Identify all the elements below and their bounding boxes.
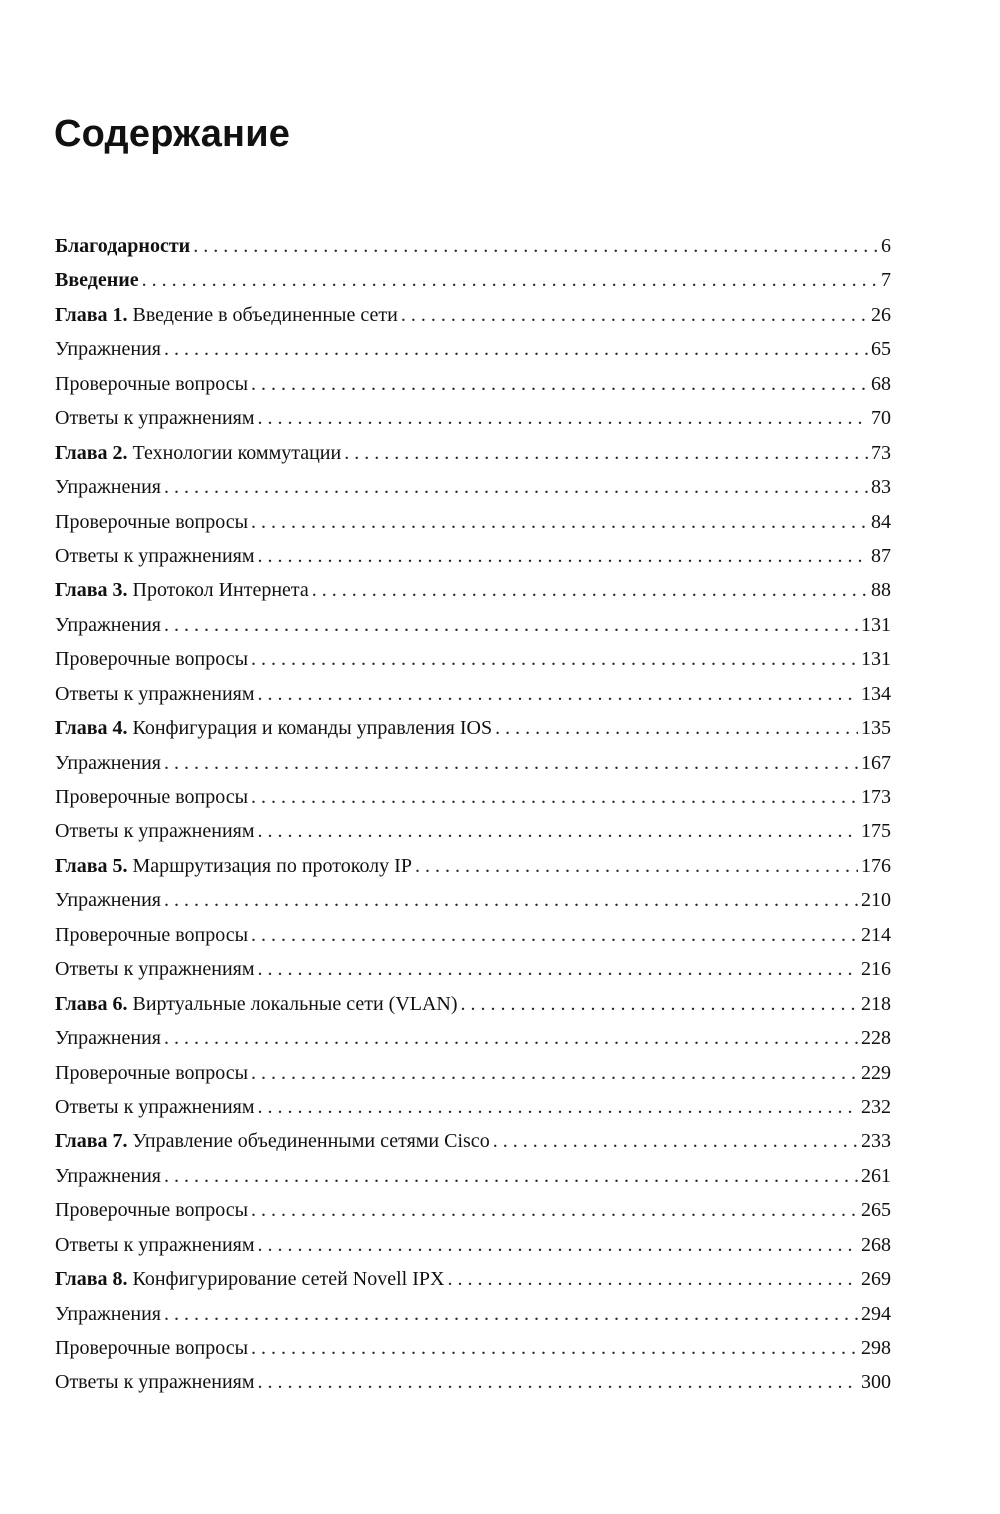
toc-entry-text: Протокол Интернета	[127, 579, 309, 602]
toc-entry-title	[55, 298, 398, 332]
toc-entry-text: Введение в объединенные сети	[127, 303, 398, 326]
toc-page-number: 228	[861, 1027, 891, 1050]
toc-entry-title	[55, 677, 255, 711]
dot-leader	[142, 263, 878, 297]
toc-entry[interactable]	[55, 470, 891, 504]
toc-entry-text: Ответы к упражнениям	[55, 1233, 255, 1256]
toc-entry-title	[55, 642, 248, 676]
dot-leader	[495, 711, 858, 745]
toc-page-number: 218	[861, 992, 891, 1015]
toc-entry-title	[55, 367, 248, 401]
toc-page-number: 300	[861, 1371, 891, 1394]
toc-page-number: 134	[861, 682, 891, 705]
toc-entry-title	[55, 263, 139, 297]
toc-entry-title	[55, 1228, 255, 1262]
dot-leader	[251, 367, 868, 401]
toc-entry-title	[55, 539, 255, 573]
toc-entry[interactable]	[55, 780, 891, 814]
dot-leader	[251, 1056, 858, 1090]
toc-entry-title	[55, 470, 161, 504]
toc-entry-title	[55, 1056, 248, 1090]
toc-entry-label: Глава 7.	[55, 1130, 128, 1153]
toc-entry-text: Ответы к упражнениям	[55, 1095, 255, 1118]
toc-entry-text: Проверочные вопросы	[55, 1199, 249, 1222]
dot-leader	[251, 1193, 858, 1227]
toc-page-number: 175	[861, 820, 891, 843]
dot-leader	[461, 987, 858, 1021]
toc-entry-title	[55, 746, 161, 780]
toc-entry[interactable]	[55, 229, 891, 263]
dot-leader	[164, 1021, 858, 1055]
dot-leader	[164, 1159, 858, 1193]
toc-entry-title	[55, 1297, 161, 1331]
toc-entry-label: Введение	[55, 269, 139, 292]
toc-entry[interactable]	[55, 746, 891, 780]
toc-entry-title	[55, 229, 190, 263]
dot-leader	[251, 1331, 858, 1365]
toc-entry-text: Технологии коммутации	[127, 441, 342, 464]
toc-entry-text: Ответы к упражнениям	[55, 407, 255, 430]
toc-entry-text: Проверочные вопросы	[55, 923, 249, 946]
toc-entry-text: Упражнения	[55, 613, 161, 636]
toc-page-number: 294	[861, 1302, 891, 1325]
dot-leader	[164, 1297, 858, 1331]
toc-page-number: 176	[861, 854, 891, 877]
toc-entry-title	[55, 849, 412, 883]
toc-entry-text: Упражнения	[55, 338, 161, 361]
toc-entry[interactable]	[55, 263, 891, 297]
toc-page-number: 87	[871, 544, 891, 567]
toc-entry-label: Глава 5.	[55, 854, 128, 877]
toc-page-number: 173	[861, 786, 891, 808]
toc-page-number: 68	[871, 372, 891, 395]
toc-entry-title	[55, 1262, 444, 1296]
toc-entry-text: Ответы к упражнениям	[55, 544, 255, 567]
toc-entry-title	[55, 1331, 248, 1365]
dot-leader	[164, 883, 858, 917]
toc-entry[interactable]	[55, 1124, 891, 1158]
toc-entry[interactable]	[55, 849, 891, 883]
toc-page-number: 216	[861, 958, 891, 981]
toc-page-number: 6	[881, 235, 891, 257]
toc-entry-title	[55, 883, 161, 917]
table-of-contents	[55, 229, 891, 1400]
dot-leader	[258, 952, 858, 986]
toc-entry-title	[55, 952, 255, 986]
toc-page-number: 167	[861, 751, 891, 774]
toc-entry[interactable]	[55, 505, 891, 539]
toc-entry[interactable]	[55, 1331, 891, 1365]
toc-entry-title	[55, 608, 161, 642]
toc-entry[interactable]	[55, 918, 891, 952]
dot-leader	[251, 505, 868, 539]
dot-leader	[164, 608, 858, 642]
toc-entry-text: Упражнения	[55, 751, 161, 774]
toc-entry-text: Ответы к упражнениям	[55, 1371, 255, 1394]
toc-entry[interactable]	[55, 952, 891, 986]
toc-entry-text: Управление объединенными сетями Cisco	[127, 1130, 490, 1153]
toc-entry-title	[55, 711, 492, 745]
dot-leader	[258, 401, 868, 435]
toc-entry[interactable]	[55, 539, 891, 573]
toc-entry-title	[55, 1365, 255, 1399]
toc-entry-label: Глава 1.	[55, 303, 128, 326]
toc-page-number: 131	[861, 648, 891, 671]
toc-entry-title	[55, 814, 255, 848]
toc-page-number: 232	[861, 1095, 891, 1118]
toc-entry-text: Проверочные вопросы	[55, 1337, 249, 1359]
dot-leader	[251, 642, 858, 676]
dot-leader	[415, 849, 858, 883]
toc-entry[interactable]	[55, 1365, 891, 1399]
toc-page-number: 210	[861, 889, 891, 912]
toc-entry-title	[55, 918, 248, 952]
toc-page-number: 261	[861, 1164, 891, 1187]
dot-leader	[193, 229, 878, 263]
toc-entry-title	[55, 505, 248, 539]
toc-entry-text: Проверочные вопросы	[55, 1061, 249, 1084]
dot-leader	[258, 1365, 858, 1399]
toc-entry[interactable]	[55, 436, 891, 470]
toc-entry-label: Благодарности	[55, 235, 191, 257]
toc-entry-text: Маршрутизация по протоколу IP	[127, 854, 412, 877]
toc-page-number: 83	[871, 476, 891, 499]
toc-page-number: 269	[861, 1268, 891, 1291]
toc-entry[interactable]	[55, 1159, 891, 1193]
toc-page-number: 88	[871, 579, 891, 602]
toc-entry-label: Глава 4.	[55, 717, 128, 740]
dot-leader	[401, 298, 868, 332]
toc-entry-label: Глава 8.	[55, 1268, 128, 1291]
dot-leader	[258, 539, 868, 573]
toc-entry-text: Проверочные вопросы	[55, 372, 249, 395]
toc-entry[interactable]	[55, 367, 891, 401]
toc-entry-title	[55, 1124, 490, 1158]
toc-page-number: 233	[861, 1130, 891, 1153]
toc-entry-text: Ответы к упражнениям	[55, 682, 255, 705]
toc-entry-text: Виртуальные локальные сети (VLAN)	[127, 992, 458, 1015]
toc-entry-text: Конфигурирование сетей Novell IPX	[127, 1268, 445, 1291]
toc-entry-text: Проверочные вопросы	[55, 786, 249, 808]
dot-leader	[164, 332, 868, 366]
dot-leader	[258, 1228, 858, 1262]
toc-entry[interactable]	[55, 711, 891, 745]
toc-entry[interactable]	[55, 1193, 891, 1227]
toc-entry[interactable]	[55, 1262, 891, 1296]
toc-entry[interactable]	[55, 298, 891, 332]
toc-entry-title	[55, 332, 161, 366]
toc-page-number: 70	[871, 407, 891, 430]
toc-page-number: 26	[871, 303, 891, 326]
toc-page-number: 131	[861, 613, 891, 636]
toc-entry-text: Ответы к упражнениям	[55, 820, 255, 843]
dot-leader	[251, 918, 858, 952]
toc-entry-title	[55, 401, 255, 435]
toc-entry-text: Проверочные вопросы	[55, 648, 249, 671]
toc-entry-text: Ответы к упражнениям	[55, 958, 255, 981]
toc-entry-label: Глава 3.	[55, 579, 128, 602]
toc-entry[interactable]	[55, 573, 891, 607]
toc-page-number: 268	[861, 1233, 891, 1256]
toc-entry-text: Упражнения	[55, 1302, 161, 1325]
toc-entry-text: Упражнения	[55, 476, 161, 499]
toc-entry[interactable]	[55, 1056, 891, 1090]
toc-entry-title	[55, 1021, 161, 1055]
toc-entry-text: Упражнения	[55, 889, 161, 912]
toc-entry-title	[55, 987, 458, 1021]
dot-leader	[312, 573, 868, 607]
toc-entry[interactable]	[55, 1021, 891, 1055]
dot-leader	[164, 470, 868, 504]
toc-page-number: 73	[871, 441, 891, 464]
dot-leader	[251, 780, 858, 814]
toc-page-number: 265	[861, 1199, 891, 1222]
dot-leader	[258, 814, 858, 848]
toc-entry-title	[55, 573, 309, 607]
dot-leader	[447, 1262, 858, 1296]
toc-entry-title	[55, 780, 248, 814]
toc-page-number: 229	[861, 1061, 891, 1084]
dot-leader	[344, 436, 868, 470]
toc-entry-text: Проверочные вопросы	[55, 510, 249, 533]
toc-entry[interactable]	[55, 1228, 891, 1262]
toc-entry-title	[55, 1159, 161, 1193]
toc-entry-text: Конфигурация и команды управления IOS	[127, 717, 493, 740]
toc-entry[interactable]	[55, 883, 891, 917]
toc-entry-title	[55, 1193, 248, 1227]
toc-page-number: 65	[871, 338, 891, 361]
toc-entry[interactable]	[55, 987, 891, 1021]
toc-entry-text: Упражнения	[55, 1164, 161, 1187]
toc-page-number: 214	[861, 923, 891, 946]
toc-entry-text: Упражнения	[55, 1027, 161, 1050]
toc-page-number: 84	[871, 510, 891, 533]
toc-entry[interactable]	[55, 1090, 891, 1124]
toc-page-number: 135	[861, 717, 891, 740]
toc-entry-label: Глава 6.	[55, 992, 128, 1015]
toc-entry[interactable]	[55, 401, 891, 435]
toc-entry-title	[55, 1090, 255, 1124]
toc-entry[interactable]	[55, 332, 891, 366]
dot-leader	[258, 677, 858, 711]
toc-entry[interactable]	[55, 1297, 891, 1331]
toc-entry-title	[55, 436, 341, 470]
dot-leader	[258, 1090, 858, 1124]
toc-entry[interactable]	[55, 677, 891, 711]
toc-page-number: 7	[881, 269, 891, 292]
page-title: Содержание	[54, 113, 291, 155]
dot-leader	[164, 746, 858, 780]
toc-entry[interactable]	[55, 608, 891, 642]
toc-entry-label: Глава 2.	[55, 441, 128, 464]
toc-page-number: 298	[861, 1337, 891, 1359]
dot-leader	[493, 1124, 858, 1158]
toc-entry[interactable]	[55, 642, 891, 676]
toc-entry[interactable]	[55, 814, 891, 848]
